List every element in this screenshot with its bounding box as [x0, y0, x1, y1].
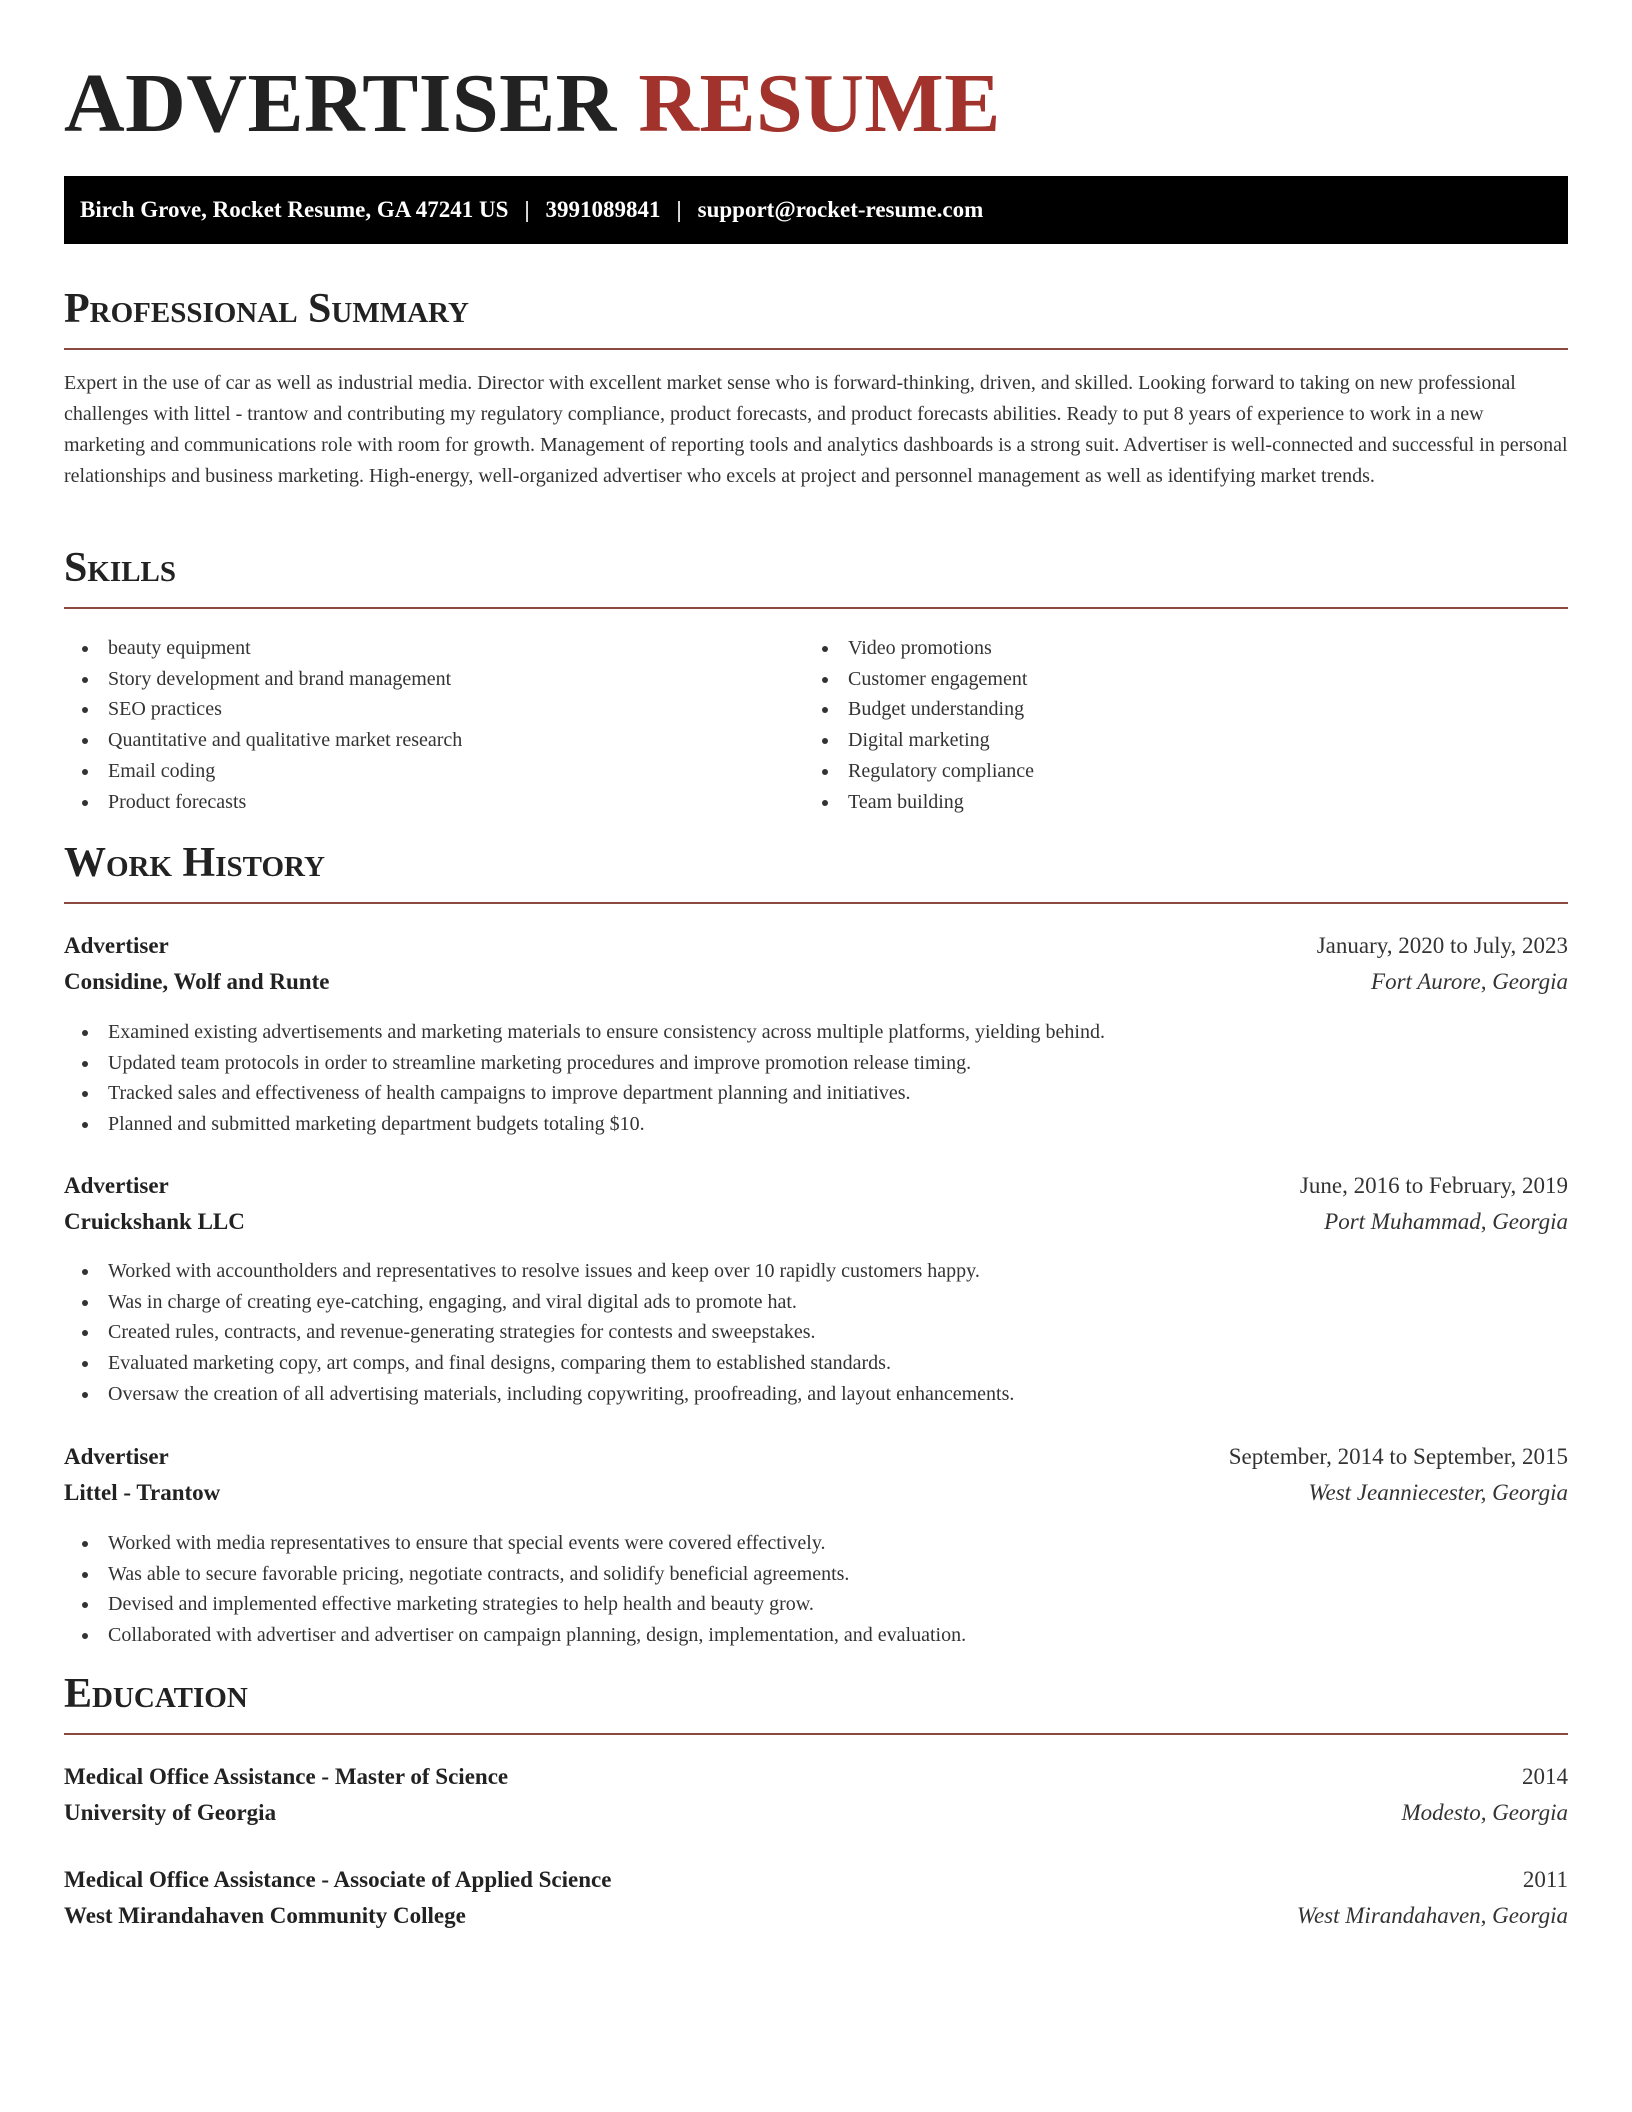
job-dates: June, 2016 to February, 2019	[1299, 1173, 1568, 1198]
skill-item: Video promotions	[804, 633, 1504, 664]
job-bullet: Tracked sales and effectiveness of health campaigns to improve department planning and initiatives.	[64, 1078, 1568, 1109]
skill-item: Regulatory compliance	[804, 756, 1504, 787]
skills-heading: Skills	[64, 543, 1568, 609]
job-title-row	[64, 1168, 1568, 1204]
job-company-row	[64, 964, 1568, 1000]
job-company-row	[64, 1475, 1568, 1511]
job-bullet: Was in charge of creating eye-catching, engaging, and viral digital ads to promote hat.	[64, 1287, 1568, 1318]
skill-item: Budget understanding	[804, 694, 1504, 725]
work-heading: Work History	[64, 838, 1568, 904]
skill-item: Quantitative and qualitative market research	[64, 725, 764, 756]
education-degree-row	[64, 1862, 1568, 1898]
contact-separator: |	[676, 197, 682, 222]
summary-heading: Professional Summary	[64, 284, 1568, 350]
skill-item: Email coding	[64, 756, 764, 787]
job-bullet: Examined existing advertisements and marketing materials to ensure consistency across multiple platforms, yielding behind.	[64, 1017, 1568, 1048]
title-main: ADVERTISER	[64, 57, 617, 150]
title-accent: RESUME	[638, 57, 1001, 150]
education-school-row	[64, 1795, 1568, 1831]
job-location: West Jeanniecester, Georgia	[1308, 1480, 1568, 1505]
education-year: 2011	[1522, 1867, 1568, 1892]
job-title: Advertiser	[64, 933, 169, 958]
job-bullet: Devised and implemented effective marketing strategies to help health and beauty grow.	[64, 1589, 1568, 1620]
job-company: Considine, Wolf and Runte	[64, 969, 330, 994]
job-bullet: Worked with media representatives to ensure that special events were covered effectively.	[64, 1528, 1568, 1559]
contact-email: support@rocket-resume.com	[697, 197, 984, 222]
job-dates: January, 2020 to July, 2023	[1316, 933, 1568, 958]
skill-item: Customer engagement	[804, 664, 1504, 695]
skill-item: Story development and brand management	[64, 664, 764, 695]
job-bullets	[64, 1528, 1568, 1651]
job-bullet: Updated team protocols in order to streamline marketing procedures and improve promotion release timing.	[64, 1048, 1568, 1079]
job-location: Port Muhammad, Georgia	[1324, 1209, 1568, 1234]
contact-separator: |	[524, 197, 530, 222]
job-title-row	[64, 1439, 1568, 1475]
skill-item: Team building	[804, 787, 1504, 818]
education-location: West Mirandahaven, Georgia	[1296, 1903, 1568, 1928]
job-dates: September, 2014 to September, 2015	[1228, 1444, 1568, 1469]
education-school-row	[64, 1898, 1568, 1934]
job-bullet: Created rules, contracts, and revenue-generating strategies for contests and sweepstakes.	[64, 1317, 1568, 1348]
job-bullet: Was able to secure favorable pricing, negotiate contracts, and solidify beneficial agreements.	[64, 1559, 1568, 1590]
education-year: 2014	[1522, 1764, 1568, 1789]
skill-item: SEO practices	[64, 694, 764, 725]
education-location: Modesto, Georgia	[1401, 1800, 1568, 1825]
education-school: West Mirandahaven Community College	[64, 1903, 466, 1928]
contact-phone: 3991089841	[545, 197, 661, 222]
job-bullet: Evaluated marketing copy, art comps, and final designs, comparing them to established standards.	[64, 1348, 1568, 1379]
job-title-row	[64, 928, 1568, 964]
job-bullets	[64, 1256, 1568, 1410]
job-title: Advertiser	[64, 1173, 169, 1198]
job-bullet: Planned and submitted marketing department budgets totaling $10.	[64, 1109, 1568, 1140]
skill-item: Digital marketing	[804, 725, 1504, 756]
job-company: Cruickshank LLC	[64, 1209, 245, 1234]
summary-text: Expert in the use of car as well as industrial media. Director with excellent market sense who is forward-thinking, driven, and skilled. Looking forward to taking on new professional challenges with littel - trantow and contributing my regulatory compliance, product forecasts, and product forecasts abilities. Ready to put 8 years of experience to work in a new marketing and communications role with room for growth. Management of reporting tools and analytics dashboards is a strong suit. Advertiser is well-connected and successful in personal relationships and business marketing. High-energy, well-organized advertiser who excels at project and personnel management as well as identifying market trends.	[64, 372, 1568, 487]
skill-item: Product forecasts	[64, 787, 764, 818]
skills-list-right	[804, 633, 1504, 817]
job-bullet: Worked with accountholders and representatives to resolve issues and keep over 10 rapidly customers happy.	[64, 1256, 1568, 1287]
job-bullet: Oversaw the creation of all advertising materials, including copywriting, proofreading, and layout enhancements.	[64, 1379, 1568, 1410]
resume-title	[64, 56, 1001, 152]
job-company: Littel - Trantow	[64, 1480, 221, 1505]
contact-bar	[64, 176, 1568, 244]
job-title: Advertiser	[64, 1444, 169, 1469]
skill-item: beauty equipment	[64, 633, 764, 664]
job-bullets	[64, 1017, 1568, 1140]
education-heading: Education	[64, 1669, 1568, 1735]
education-degree: Medical Office Assistance - Master of Science	[64, 1764, 509, 1789]
skills-list-left	[64, 633, 764, 817]
contact-address: Birch Grove, Rocket Resume, GA 47241 US	[80, 197, 509, 222]
job-location: Fort Aurore, Georgia	[1371, 969, 1568, 994]
job-company-row	[64, 1204, 1568, 1240]
education-school: University of Georgia	[64, 1800, 277, 1825]
job-bullet: Collaborated with advertiser and advertiser on campaign planning, design, implementation, and evaluation.	[64, 1620, 1568, 1651]
education-degree: Medical Office Assistance - Associate of Applied Science	[64, 1867, 612, 1892]
education-degree-row	[64, 1759, 1568, 1795]
